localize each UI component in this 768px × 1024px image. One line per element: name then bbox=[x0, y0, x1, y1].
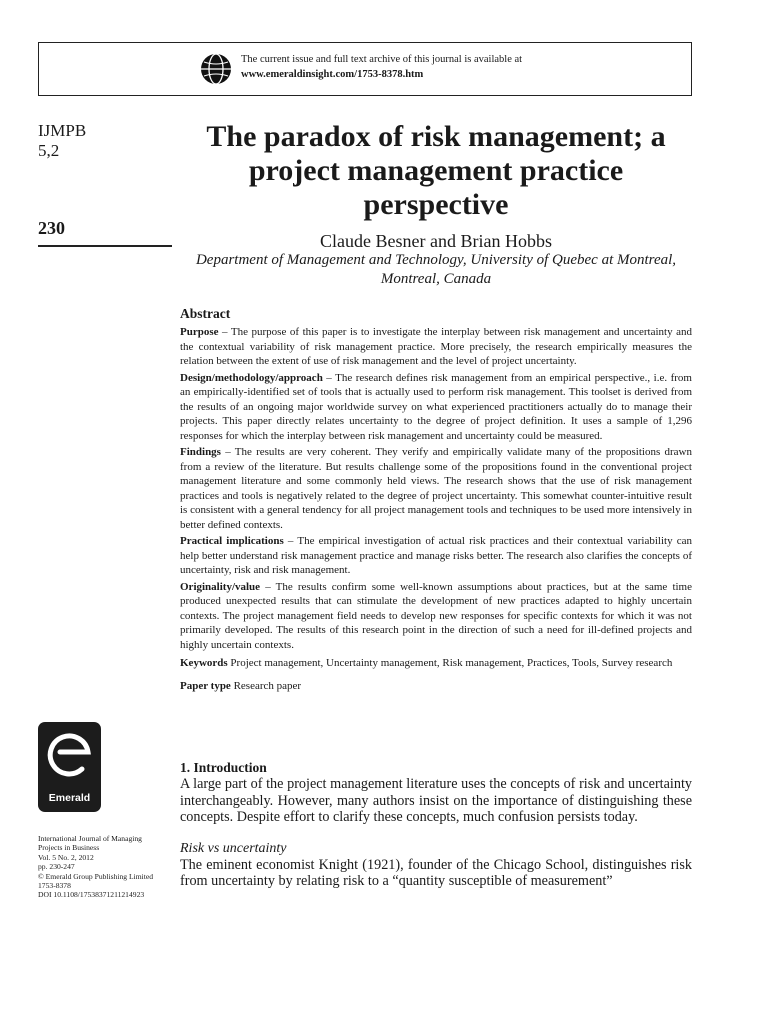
keywords-label: Keywords bbox=[180, 657, 228, 669]
abstract-practical-implications bbox=[180, 534, 692, 578]
introduction-section bbox=[180, 760, 692, 890]
paper-type-label: Paper type bbox=[180, 679, 231, 692]
emerald-logo-text: Emerald bbox=[48, 792, 91, 804]
author-affiliation: Department of Management and Technology, University of Quebec at Montreal, Montreal, Canada bbox=[195, 252, 677, 287]
abstract-heading: Abstract bbox=[180, 306, 231, 321]
journal-abbrev: IJMPB bbox=[38, 121, 87, 140]
volume-issue: 5,2 bbox=[38, 141, 60, 160]
keywords-text: Project management, Uncertainty management, Risk management, Practices, Tools, Survey research bbox=[227, 657, 673, 669]
pub-info-line: © Emerald Group Publishing Limited bbox=[38, 871, 154, 881]
body-paragraph: The eminent economist Knight (1921), founder of the Chicago School, distinguishes risk from uncertainty by relating risk to a “quantity susceptible of measurement” bbox=[180, 856, 692, 889]
keywords bbox=[180, 656, 692, 671]
emerald-logo bbox=[38, 722, 101, 812]
divider bbox=[38, 245, 172, 247]
pub-info-line: 1753-8378 bbox=[38, 881, 71, 891]
section-heading: 1. Introduction bbox=[180, 760, 267, 775]
page-number: 230 bbox=[38, 218, 65, 238]
pub-info-line: Vol. 5 No. 2, 2012 bbox=[38, 852, 94, 862]
section-text: – The research defines risk management from an empirical perspective., i.e. from an empirically-identified set of tools that is actually used to perform risk management. This toolset is derived from the results of an ongoing major worldwide survey on what experienced practitioners actually do to manage their projects. This paper directly relates uncertainty to the degree of project definition. It uses a sample of 1,296 responses for which the interplay between risk management and uncertainty could be measured. bbox=[180, 371, 692, 442]
body-paragraph-wrapper bbox=[180, 857, 692, 890]
section-label: Practical implications bbox=[180, 535, 284, 547]
banner-text: The current issue and full text archive of this journal is available at bbox=[241, 54, 523, 65]
pub-info-line: DOI 10.1108/17538371211214923 bbox=[38, 890, 145, 900]
pub-info-line: pp. 230-247 bbox=[38, 862, 75, 872]
pub-info-line: International Journal of Managing bbox=[38, 834, 142, 843]
section-label: Originality/value bbox=[180, 580, 261, 593]
journal-identifier bbox=[38, 121, 86, 161]
section-text: – The purpose of this paper is to investigate the interplay between risk management and uncertainty and the contextual variability of risk management practice. More precisely, the research empirically measures the relation between the extent of use of risk management and the level of project uncertainty. bbox=[180, 326, 692, 367]
section-text: – The empirical investigation of actual risk practices and their contextual variability can help better understand risk management practice and manage risks better. The research also clarifies the concepts of uncertainty, risk and risk management. bbox=[180, 535, 692, 576]
pub-info-line: Projects in Business bbox=[38, 843, 100, 853]
subsection-heading: Risk vs uncertainty bbox=[180, 840, 287, 856]
emerald-e-icon bbox=[38, 722, 101, 792]
body-paragraph: A large part of the project management literature uses the concepts of risk and uncertainty interchangeably. However, many authors insist on the importance of distinguishing these concepts. Despite effort to clarify these concepts, much confusion persists today. bbox=[180, 776, 692, 825]
globe-icon bbox=[200, 53, 232, 85]
abstract-originality bbox=[180, 580, 692, 653]
paper-type-text: Research paper bbox=[230, 679, 302, 692]
abstract-purpose bbox=[180, 325, 692, 369]
section-text: – The results confirm some well-known assumptions about practices, but at the same time produced unexpected results that can stimulate the development of new practices adapted to highly uncertain contexts. The project management field needs to develop new responses for specific contexts for which it was not primarily developed. The results of this research point in the direction of such a need for ill-defined projects and highly uncertain contexts. bbox=[180, 580, 692, 651]
article-title: The paradox of risk management; a project management practice perspective bbox=[206, 120, 666, 221]
journal-url-link[interactable]: www.emeraldinsight.com/1753-8378.htm bbox=[241, 69, 424, 80]
article-authors: Claude Besner and Brian Hobbs bbox=[320, 231, 552, 251]
abstract-findings bbox=[180, 445, 692, 532]
publication-info bbox=[38, 834, 178, 900]
section-text: – The results are very coherent. They verify and empirically validate many of the propositions drawn from a review of the literature. But results challenge some of the propositions found in the conventional project management literature and some commonly held views. The research shows that the use of risk management practices and tools is negatively related to the degree of project uncertainty. This somewhat counter-intuitive result is consistent with a general tendency for all project management tools and techniques to be used more intensively in better defined contexts. bbox=[180, 446, 692, 531]
section-label: Purpose bbox=[180, 326, 219, 338]
section-label: Design/methodology/approach bbox=[180, 371, 323, 384]
abstract-design bbox=[180, 371, 692, 444]
abstract bbox=[180, 306, 692, 695]
section-label: Findings bbox=[180, 446, 221, 458]
journal-archive-banner bbox=[38, 42, 692, 96]
paper-type bbox=[180, 679, 692, 694]
